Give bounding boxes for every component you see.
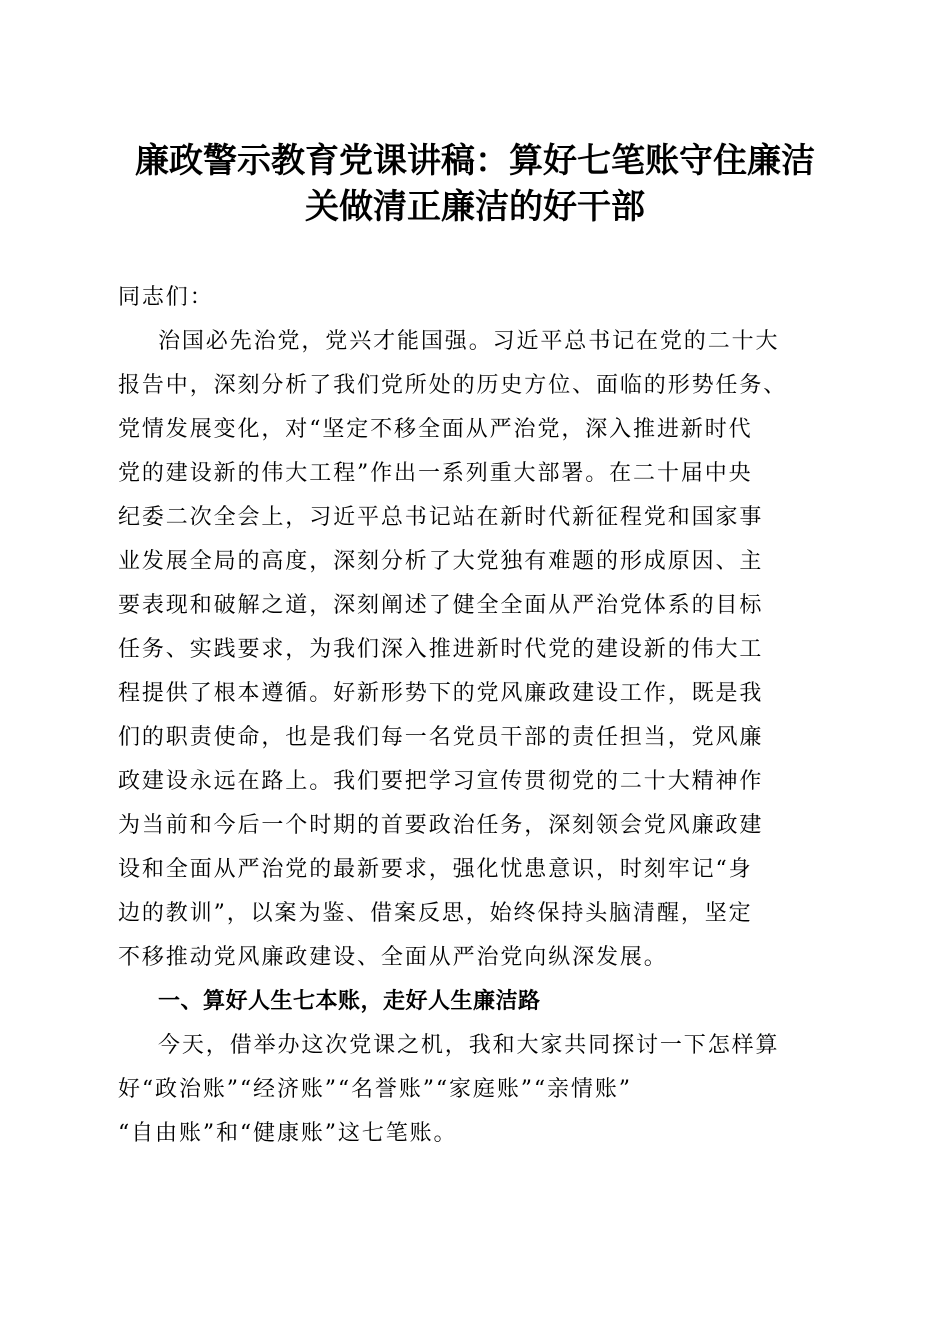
- document-title: [110, 138, 840, 230]
- paragraph-1-line: 为当前和今后一个时期的首要政治任务，深刻领会党风廉政建: [118, 813, 764, 838]
- paragraph-1-line: 政建设永远在路上。我们要把学习宣传贯彻党的二十大精神作: [118, 769, 764, 794]
- title-line-1: 廉政警示教育党课讲稿：算好七笔账守住廉洁: [135, 141, 815, 181]
- salutation: 同志们：: [118, 285, 214, 310]
- paragraph-1-line: 党的建设新的伟大工程”作出一系列重大部署。在二十届中央: [118, 461, 753, 486]
- paragraph-1: [118, 320, 830, 980]
- paragraph-1-line: 业发展全局的高度，深刻分析了大党独有难题的形成原因、主: [118, 549, 764, 574]
- paragraph-1-line: 报告中，深刻分析了我们党所处的历史方位、面临的形势任务、: [118, 373, 788, 398]
- paragraph-1-line: 治国必先治党，党兴才能国强。习近平总书记在党的二十大: [158, 329, 780, 354]
- paragraph-1-line: 要表现和破解之道，深刻阐述了健全全面从严治党体系的目标: [118, 593, 764, 618]
- paragraph-1-line: 不移推动党风廉政建设、全面从严治党向纵深发展。: [118, 945, 668, 970]
- title-line-2: 关做清正廉洁的好干部: [305, 187, 645, 227]
- paragraph-1-line: 程提供了根本遵循。好新形势下的党风廉政建设工作，既是我: [118, 681, 764, 706]
- paragraph-2-line: “自由账”和“健康账”这七笔账。: [118, 1121, 458, 1146]
- document-body: [118, 276, 830, 1156]
- paragraph-2-line: 今天，借举办这次党课之机，我和大家共同探讨一下怎样算: [158, 1033, 780, 1058]
- paragraph-1-line: 任务、实践要求，为我们深入推进新时代党的建设新的伟大工: [118, 637, 764, 662]
- section-heading-1: 一、算好人生七本账，走好人生廉洁路: [158, 989, 541, 1014]
- paragraph-2: [118, 1024, 830, 1156]
- paragraph-1-line: 们的职责使命，也是我们每一名党员干部的责任担当，党风廉: [118, 725, 764, 750]
- paragraph-1-line: 边的教训”，以案为鉴、借案反思，始终保持头脑清醒，坚定: [118, 901, 753, 926]
- paragraph-1-line: 设和全面从严治党的最新要求，强化忧患意识，时刻牢记“身: [118, 857, 753, 882]
- paragraph-1-line: 党情发展变化，对“坚定不移全面从严治党，深入推进新时代: [118, 417, 753, 442]
- paragraph-2-line: 好“政治账”“经济账”“名誉账”“家庭账”“亲情账”: [118, 1077, 632, 1102]
- paragraph-1-line: 纪委二次全会上，习近平总书记站在新时代新征程党和国家事: [118, 505, 764, 530]
